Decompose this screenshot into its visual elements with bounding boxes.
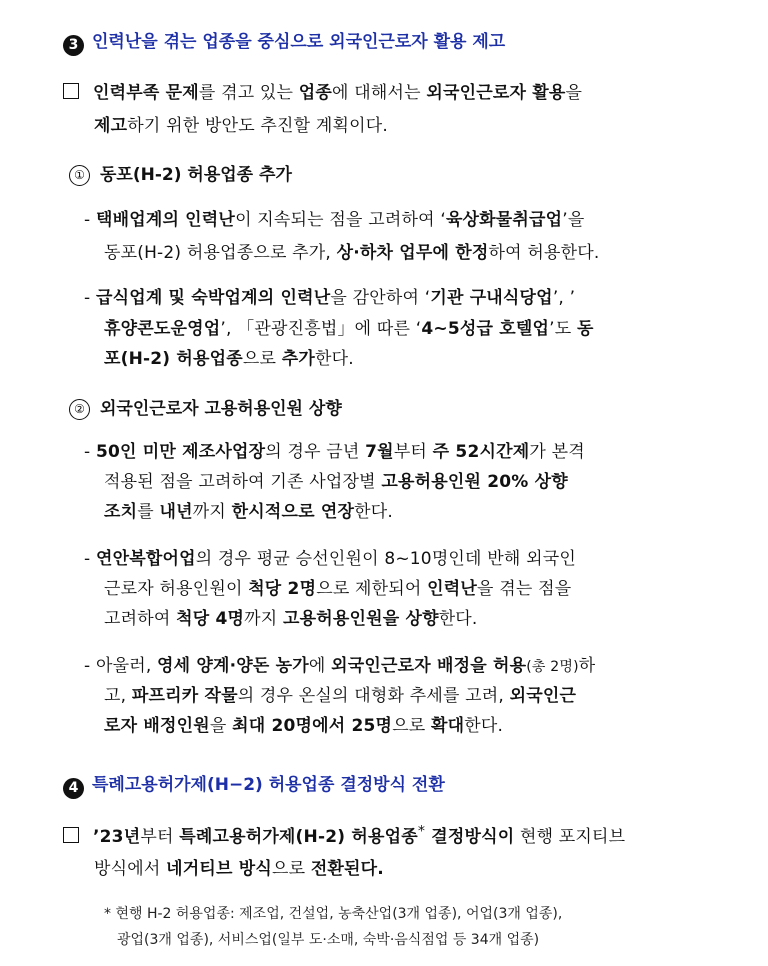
text: 방식에서 [94,859,167,879]
section-3-title: 인력난을 겪는 업종을 중심으로 외국인근로자 활용 제고 [92,32,506,52]
bold-text: 고용허용인원을 상향 [282,609,439,629]
bold-text: 연안복합어업 [95,549,196,569]
text: 현행 포지티브 [514,827,626,847]
intro-text: 를 겪고 있는 [198,83,299,103]
text: 까지 [244,609,283,629]
bold-text: ’23년 [93,827,141,847]
intro-bold-text: 제고 [94,116,128,136]
bold-text: 택배업계의 인력난 [95,210,236,230]
text: ’도 [549,319,577,339]
item-2-para-1-line-3 [104,497,768,522]
footnote-line-2: 광업(3개 업종), 서비스업(일부 도·소매, 숙박·음식점업 등 34개 업종) [117,932,540,948]
section-4-title: 특례고용허가제(H−2) 허용업종 결정방식 전환 [92,775,445,795]
intro-bold-text: 외국인근로자 활용 [426,83,566,103]
text: 동포(H-2) 허용업종으로 추가, [104,243,337,263]
intro-bold-text: 인력부족 문제 [93,83,199,103]
text: 의 경우 온실의 대형화 추세를 고려, [237,686,510,706]
text: 의 경우 평균 승선인원이 8~10명인데 반해 외국인 [195,549,576,569]
item-2-para-3-line-2 [104,681,768,706]
text: 고, [104,686,132,706]
bold-text: 파프리카 작물 [131,686,238,706]
text: ’, 「관광진흥법」에 따른 ‘ [220,319,422,339]
bold-text: 4~5성급 호텔업 [421,319,550,339]
item-1-para-2-line-3 [104,344,768,369]
bold-text: 7월 [365,442,394,462]
dash-bullet: - [84,442,91,462]
item-1-para-2-line-1 [84,283,768,308]
section-3-intro-line-2 [94,111,768,136]
text: 부터 [393,442,433,462]
section-3-heading [63,27,768,56]
bold-text: 추가 [281,349,315,369]
text: 고려하여 [104,609,177,629]
text: 한다. [464,716,504,736]
bold-text: 최대 20명에서 25명 [232,716,393,736]
bold-text: 한시적으로 연장 [231,502,355,522]
text: 한다. [354,502,393,522]
text: 가 본격 [529,442,585,462]
dash-bullet: - [84,549,91,569]
item-2-heading [69,394,768,420]
intro-bold-text: 업종 [298,83,333,103]
item-2-para-1-line-2 [104,467,768,492]
bold-text: 내년 [159,502,193,522]
text: 근로자 허용인원이 [104,579,249,599]
bold-text: 외국인근로자 배정을 허용 [331,656,527,676]
section-4-heading [63,770,768,799]
text: 을 겪는 점을 [477,579,572,599]
section-3-intro-line-1 [63,78,703,103]
item-1-title: 동포(H-2) 허용업종 추가 [100,165,292,185]
checkbox-bullet-icon [63,827,79,843]
item-2-para-3-line-3 [104,711,768,736]
bold-text: 외국인근 [509,686,577,706]
text: 으로 [242,349,282,369]
item-1-heading [69,160,768,186]
item-1-para-1-line-1 [84,205,768,230]
text: 을 감안하여 ‘ [330,288,431,308]
bold-text: 급식업계 및 숙박업계의 인력난 [95,288,331,308]
bold-text: 기관 구내식당업 [430,288,553,308]
bold-text: 50인 미만 제조사업장 [95,442,266,462]
intro-text: 을 [565,83,583,103]
bold-text: 척당 2명 [248,579,317,599]
text: 한다. [315,349,354,369]
bold-text: 상·하차 업무에 한정 [336,243,489,263]
bold-text: 포(H-2) 허용업종 [104,349,243,369]
item-2-para-2-line-2 [104,574,768,599]
text: 부터 [140,827,180,847]
bold-text: 특례고용허가제(H-2) 허용업종 [179,827,418,847]
text: 이 지속되는 점을 고려하여 ‘ [235,210,446,230]
bold-text: 휴양콘도운영업 [104,319,221,339]
section-4-intro-line-1 [63,822,768,847]
text: ’, ’ [552,288,576,308]
bold-text: 영세 양계·양돈 농가 [157,656,309,676]
item-2-para-2-line-3 [104,604,768,629]
bold-text: 확대 [431,716,465,736]
item-2-title: 외국인근로자 고용허용인원 상향 [100,399,342,419]
bold-text: 동 [576,319,594,339]
circled-number-2: ② [69,399,90,420]
circled-number-1: ① [69,165,90,186]
dash-bullet: - [84,210,91,230]
bold-text: 네거티브 방식 [166,859,272,879]
section-4-intro-line-2 [94,854,768,879]
text: 아울러, [95,656,158,676]
section-4-number-marker: 4 [63,778,84,799]
text: 으로 [271,859,311,879]
item-1-para-2-line-2 [104,314,768,339]
intro-text: 하기 위한 방안도 추진할 계획이다. [127,116,388,136]
footnote-marker: * [417,823,426,840]
text: 한다. [438,609,478,629]
intro-text: 에 대해서는 [332,83,427,103]
text: 의 경우 금년 [265,442,366,462]
bold-text: 척당 4명 [176,609,245,629]
text: 하여 허용한다. [488,243,600,263]
small-text: (총 2명) [526,659,579,675]
bold-text: 육상화물취급업 [445,210,563,230]
text: 를 [137,502,160,522]
section-3-number-marker: 3 [63,35,84,56]
text: 을 [209,716,233,736]
text: 적용된 점을 고려하여 기존 사업장별 [104,472,382,492]
text: 하 [578,656,596,676]
text: 으로 제한되어 [316,579,428,599]
dash-bullet: - [84,656,91,676]
bold-text: 결정방식이 [425,827,515,847]
checkbox-bullet-icon [63,83,79,99]
bold-text: 로자 배정인원 [104,716,210,736]
text: ’을 [562,210,585,230]
bold-text: 조치 [104,502,138,522]
footnote-line-1: * 현행 H-2 허용업종: 제조업, 건설업, 농축산업(3개 업종), 어업(3개 업종), [104,906,563,922]
text: 에 [308,656,332,676]
item-2-para-1-line-1 [84,437,768,462]
item-2-para-3-line-1 [84,651,768,676]
bold-text: 주 52시간제 [432,442,530,462]
item-2-para-2-line-1 [84,544,768,569]
bold-text: 전환된다. [310,859,384,879]
bold-text: 인력난 [427,579,478,599]
text: 까지 [192,502,232,522]
bold-text: 고용허용인원 20% 상향 [381,472,568,492]
item-1-para-1-line-2 [104,238,768,263]
text: 으로 [392,716,432,736]
dash-bullet: - [84,288,91,308]
